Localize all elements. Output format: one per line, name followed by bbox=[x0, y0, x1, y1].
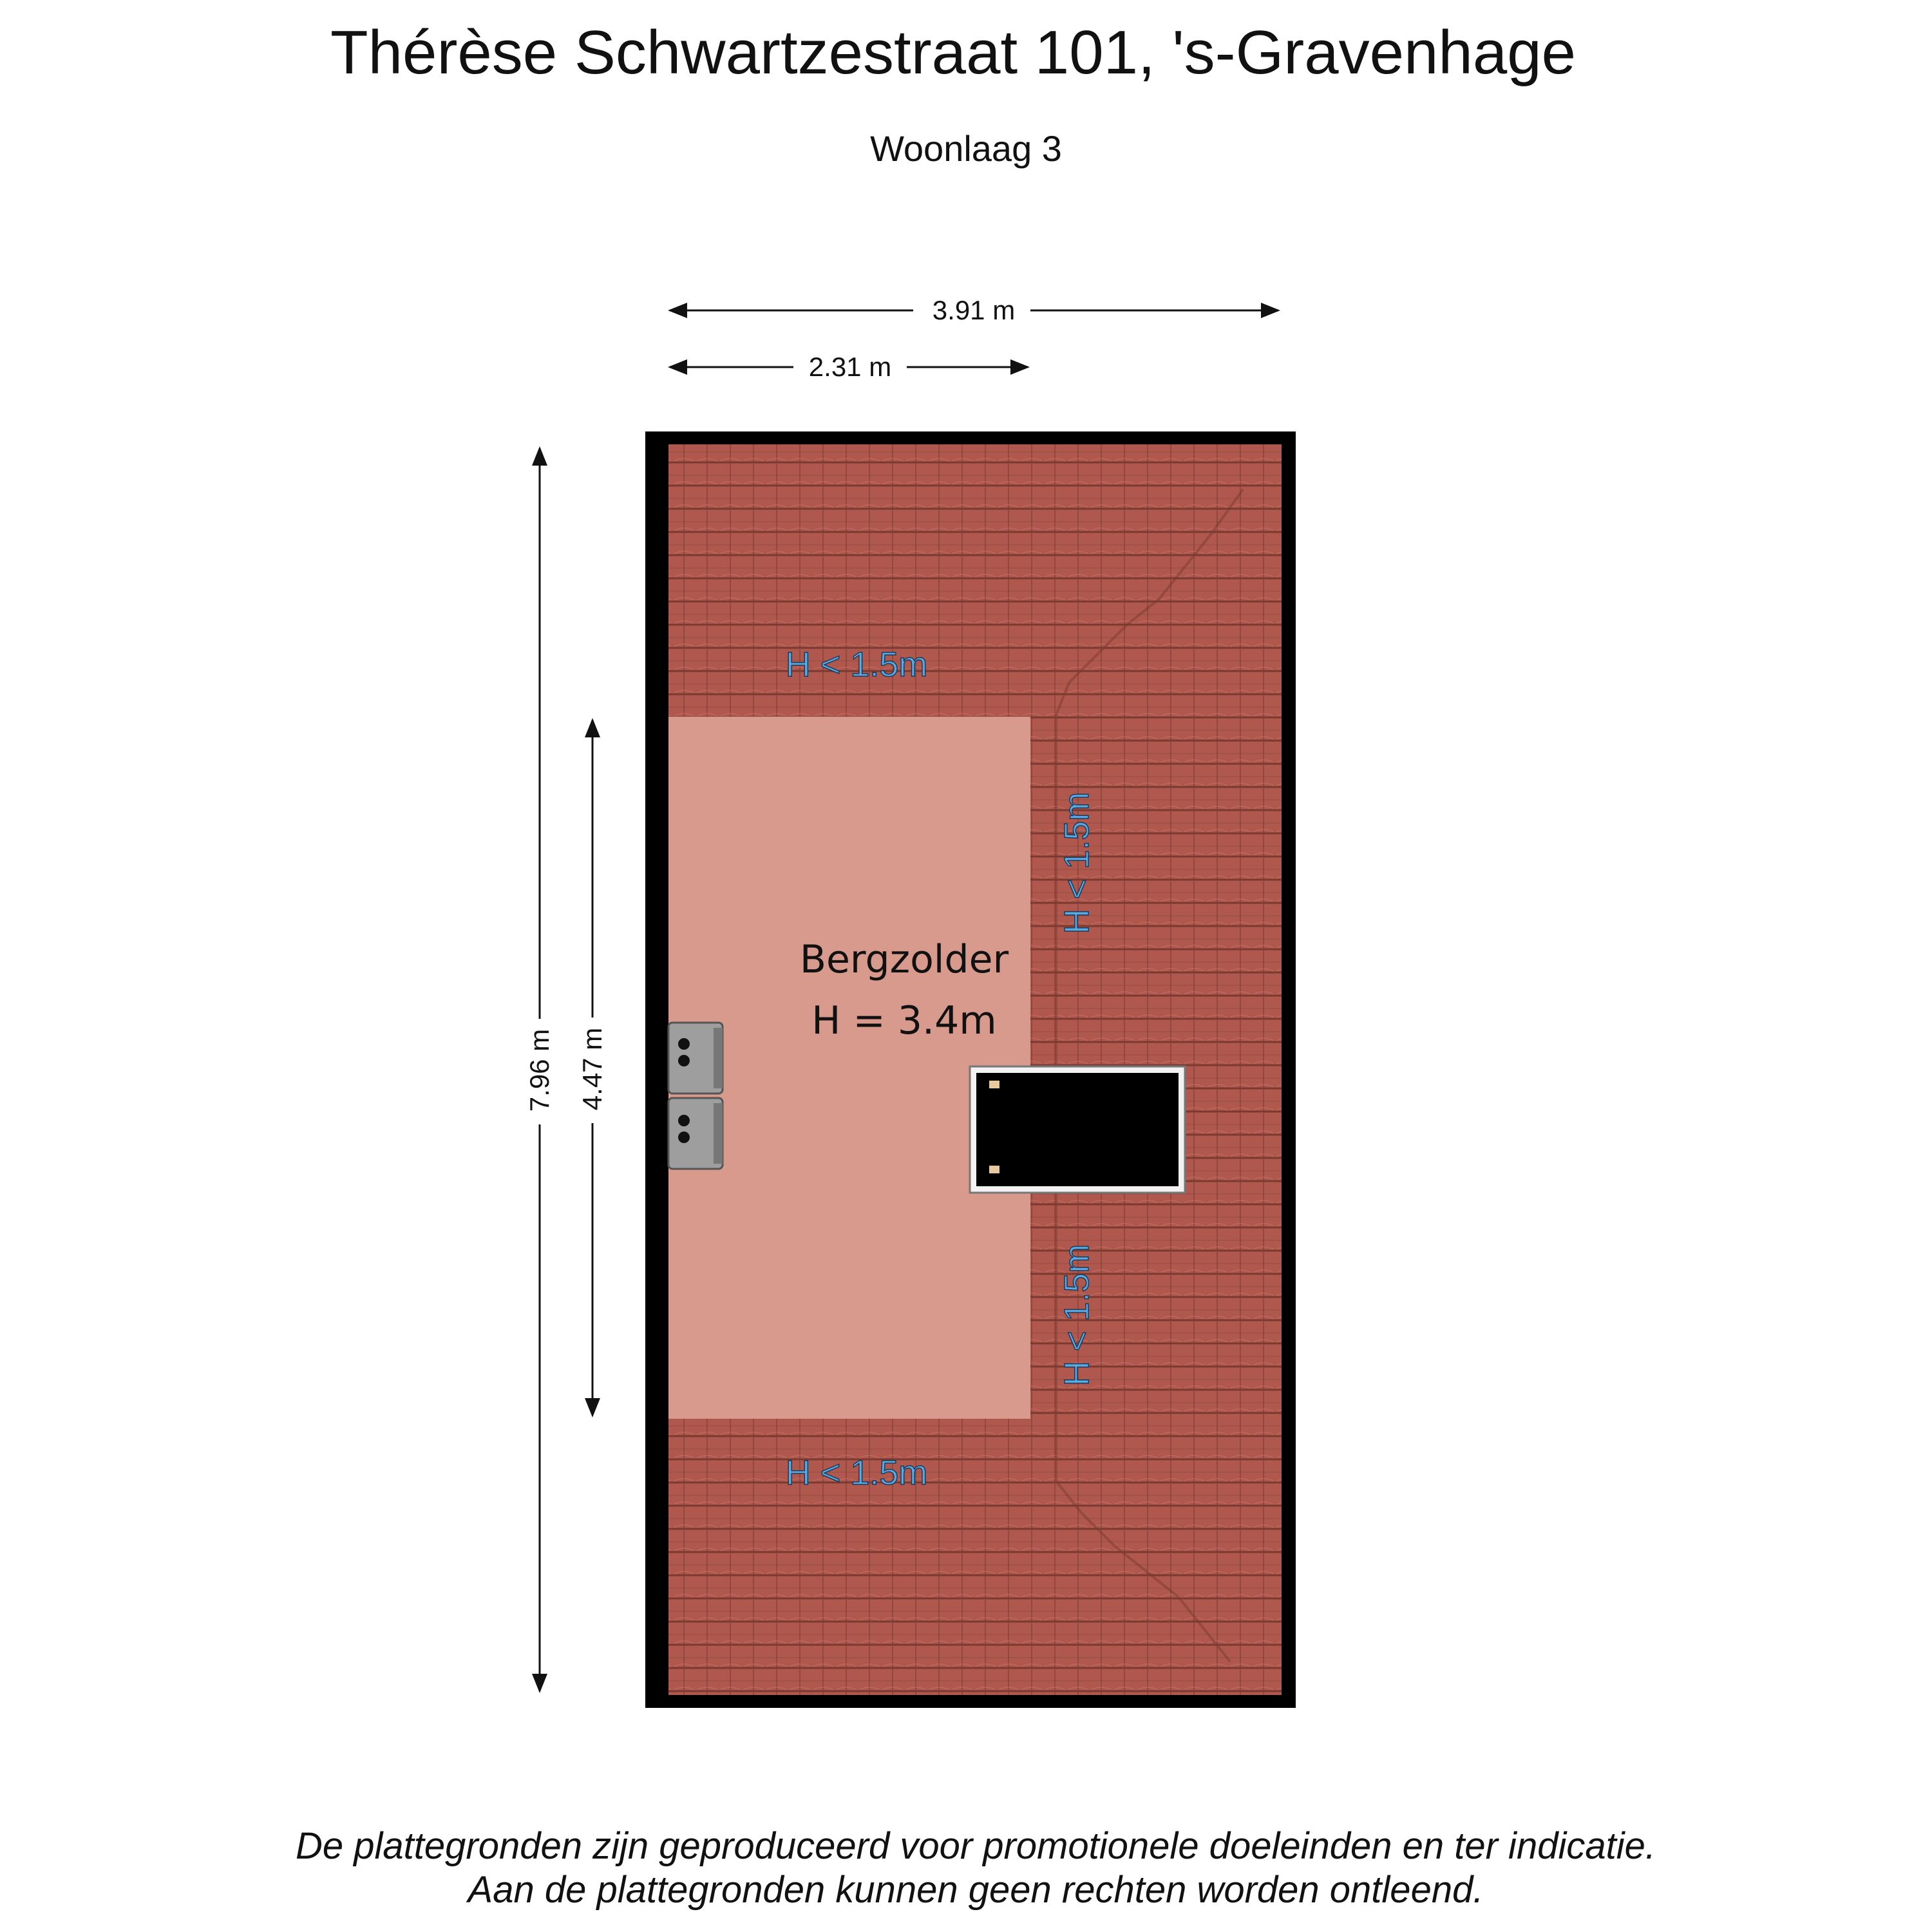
room-name: Bergzolder bbox=[799, 937, 1009, 982]
dimension-total-length-label: 7.96 m bbox=[524, 1028, 554, 1112]
roof-hatch-icon[interactable] bbox=[970, 1066, 1185, 1193]
room-height: H = 3.4m bbox=[811, 998, 997, 1043]
dimension-total-width-label: 3.91 m bbox=[932, 295, 1016, 325]
dimension-total-width bbox=[670, 295, 1278, 325]
radiator-icon bbox=[668, 1098, 723, 1169]
height-zone-right-upper: H < 1.5m bbox=[1057, 791, 1096, 934]
height-zone-bottom: H < 1.5m bbox=[785, 1454, 928, 1492]
dimension-total-length bbox=[524, 448, 554, 1691]
dimension-inner-width bbox=[670, 352, 1028, 382]
dimension-inner-width-label: 2.31 m bbox=[808, 352, 892, 382]
page-title: Thérèse Schwartzestraat 101, 's-Gravenhage bbox=[330, 18, 1576, 87]
height-zone-right-lower: H < 1.5m bbox=[1057, 1244, 1096, 1387]
dimension-inner-length bbox=[577, 720, 607, 1416]
floor-subtitle: Woonlaag 3 bbox=[870, 128, 1062, 169]
dimension-inner-length-label: 4.47 m bbox=[577, 1027, 607, 1111]
disclaimer-line-1: De plattegronden zijn geproduceerd voor promotionele doeleinden en ter indicatie. bbox=[296, 1825, 1656, 1867]
disclaimer-line-2: Aan de plattegronden kunnen geen rechten worden ontleend. bbox=[468, 1869, 1484, 1911]
height-zone-top: H < 1.5m bbox=[785, 645, 928, 684]
radiator-icon bbox=[668, 1023, 723, 1094]
